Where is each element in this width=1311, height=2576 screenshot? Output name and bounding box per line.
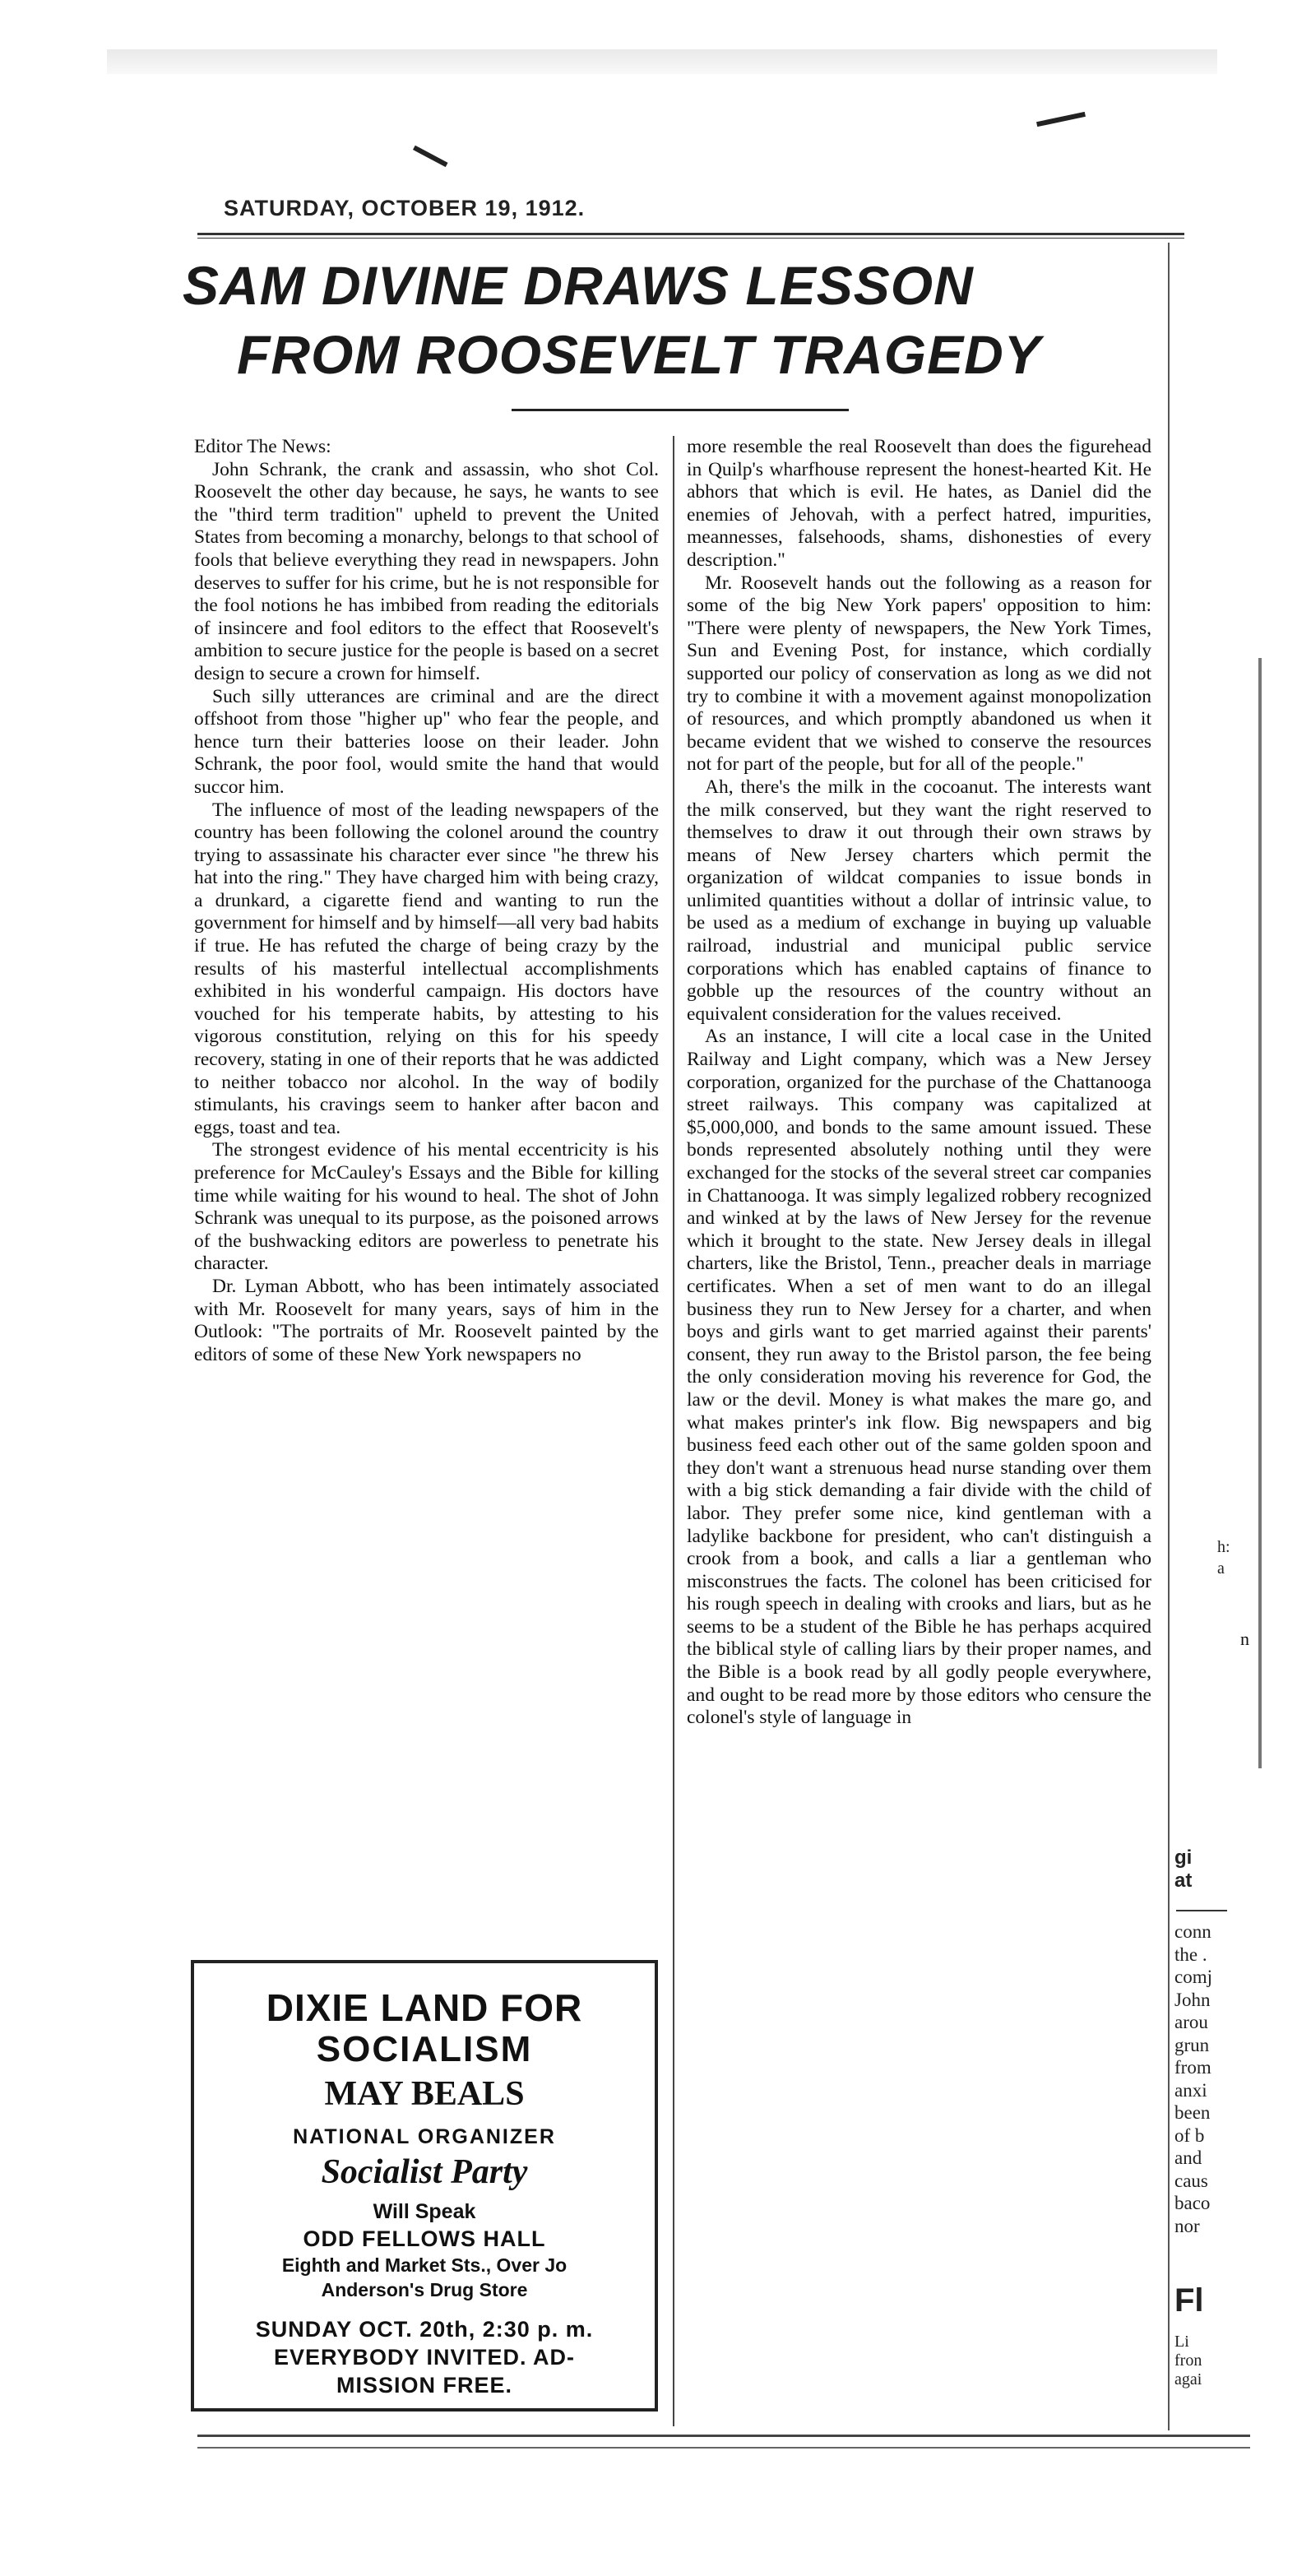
fragment-line: gi (1174, 1846, 1193, 1869)
headline-rule (512, 409, 849, 411)
ad-date: SUNDAY OCT. 20th, 2:30 p. m. (255, 2317, 594, 2342)
paragraph: As an instance, I will cite a local case in the United Railway and Light company, which was a New Jersey corporation, organized for the purchase of the Chattanooga street railways. This company was capitalized at $5,000,000, and bonds to the same amount issued. These bonds represented absolutely nothing until they were exchanged for the stocks of the several street car companies in Chattanooga. It was simply legalized robbery recognized and winked at by the laws of New Jersey for the revenue which it brought to the state. New Jersey deals in illegal charters, like the Bristol, Tenn., preacher deals in marriage certificates. When a set of men want to do an illegal business they run to New Jersey for a charter, and when boys and girls want to get married against their parents' consent, they run away to the Bristol parson, the fee being the only consideration moving his reverence for God, the law or the devil. Money is what makes the mare go, and what makes printer's ink flow. Big newspapers and big business feed each other out of the same golden spoon and they don't want a strenuous head nurse standing over them with a big stick demanding a fair divide with the child of labor. They prefer some nice, kind gentleman with a ladylike backbone for president, who can't distinguish a crook from a book, and calls a liar a gentleman who misconstrues the facts. The colonel has been criticised for his rough speech in dealing with crooks and liars, but as he seems to be a student of the Bible he has perhaps acquired the biblical style of calling liars by their proper names, and the Bible is a book read by all godly people everywhere, and ought to be read more by those editors who censure the colonel's style of language in (687, 1026, 1151, 1729)
fragment-line: arou (1174, 2012, 1208, 2032)
fragment-line: and (1174, 2147, 1202, 2168)
adjacent-fragment-lower (1174, 2333, 1232, 2389)
fragment-line: John (1174, 1989, 1211, 2010)
ad-will-speak: Will Speak (373, 2200, 476, 2223)
ad-title-2: SOCIALISM (316, 2029, 533, 2069)
socialist-advertisement (191, 1960, 658, 2412)
column-divider (673, 436, 674, 1966)
article-column-1 (194, 436, 659, 1366)
bottom-rule (197, 2447, 1250, 2449)
fragment-line: conn (1174, 1921, 1211, 1942)
fragment-line: Li (1174, 2333, 1189, 2351)
paragraph: The influence of most of the leading newspapers of the country has been following the colonel around the country trying to assassinate his character ever since "he threw his hat into the ring." They have charged him with being crazy, a drunkard, a cigarette fiend and wanting to run the government for himself and by himself—all very bad habits if true. He has refuted the charge of being crazy by the results of his masterful intellectual accomplishments exhibited in his wonderful campaign. His doctors have vouched for his temperate habits, by attesting to his vigorous constitution, relying on this for his speedy recovery, stating in one of their reports that he was addicted to neither tobacco nor alcohol. In the way of bodily stimulants, his cravings seem to hanker after bacon and eggs, toast and tea. (194, 799, 659, 1138)
ad-role: NATIONAL ORGANIZER (293, 2125, 556, 2148)
fragment-line: h: (1217, 1538, 1230, 1556)
paragraph: Ah, there's the milk in the cocoanut. The interests want the milk conserved, but they want the right reserved to themselves to draw it out through their own straws by means of New Jersey charters which permit the organization of wildcat companies to issue bonds in unlimited quantities without a dollar of intrinsic value, to be used as a medium of exchange in buying up valuable railroad, industrial and municipal public service corporations which has enabled captains of finance to gobble up the resources of the country without an equivalent consideration for the values received. (687, 776, 1151, 1025)
adjacent-fragment-middle (1217, 1536, 1250, 1579)
ad-invite-2: MISSION FREE. (336, 2373, 513, 2398)
column-divider (673, 1966, 674, 2426)
top-rule (197, 233, 1184, 239)
fragment-line: comj (1174, 1967, 1212, 1987)
paragraph: Such silly utterances are criminal and are the direct offshoot from those "higher up" who fear the people, and hence turn their batteries loose on their leader. John Schrank, the poor fool, would smite the hand that would succor him. (194, 685, 659, 798)
adjacent-fragment-heading: Fl (1174, 2282, 1204, 2319)
paragraph: John Schrank, the crank and assassin, who shot Col. Roosevelt the other day because, he says, he wants to see the "third term tradition" upheld to prevent the United States from becoming a monarchy, belongs to that school of fools that believe everything they read in newspapers. John deserves to suffer for his crime, but he is not responsible for the fool notions he has imbibed from reading the editorials of insincere and fool editors to the effect that Roosevelt's ambition to secure justice for the people is based on a secret design to secure a crown for himself. (194, 458, 659, 684)
fragment-line: anxi (1174, 2079, 1207, 2101)
ad-address-1: Eighth and Market Sts., Over Jo (281, 2254, 567, 2276)
right-column-rule (1168, 243, 1170, 2430)
ink-mark (1036, 112, 1086, 127)
headline (183, 251, 1170, 389)
paragraph: Dr. Lyman Abbott, who has been intimately associated with Mr. Roosevelt for many years, says of him in the Outlook: "The portraits of Mr. Roosevelt painted by the editors of some of these New York newspapers no (194, 1275, 659, 1365)
ad-address-2: Anderson's Drug Store (321, 2279, 528, 2300)
fragment-line: the . (1174, 1944, 1207, 1965)
ad-invite-1: EVERYBODY INVITED. AD- (273, 2345, 576, 2370)
fragment-line: been (1174, 2102, 1211, 2123)
fragment-line: baco (1174, 2193, 1211, 2213)
ad-party: Socialist Party (321, 2153, 528, 2191)
adjacent-fragment-n: n (1240, 1629, 1249, 1649)
bottom-rule (197, 2435, 1250, 2437)
article-column-2 (687, 436, 1151, 1730)
scan-edge (107, 49, 1217, 74)
fragment-line: at (1174, 1869, 1193, 1892)
headline-line-2: FROM ROOSEVELT TRAGEDY (237, 324, 1041, 385)
headline-line-1: SAM DIVINE DRAWS LESSON (183, 255, 974, 316)
fragment-line: fron (1174, 2351, 1202, 2370)
ink-mark (413, 132, 455, 167)
fragment-line: agai (1174, 2370, 1202, 2388)
ad-venue: ODD FELLOWS HALL (303, 2226, 546, 2251)
fragment-line: a (1217, 1559, 1225, 1578)
fragment-line: nor (1174, 2215, 1200, 2236)
adjacent-rule (1176, 1910, 1227, 1911)
fragment-line: grun (1174, 2034, 1210, 2055)
dateline: SATURDAY, OCTOBER 19, 1912. (224, 196, 586, 220)
salutation: Editor The News: (194, 436, 331, 457)
fragment-line: caus (1174, 2170, 1208, 2191)
ad-speaker: MAY BEALS (324, 2075, 525, 2113)
adjacent-fragment-column (1174, 1920, 1232, 2237)
fragment-line: of b (1174, 2124, 1205, 2146)
paragraph: more resemble the real Roosevelt than does the figurehead in Quilp's wharfhouse represent the honest-hearted Kit. He abhors that which is evil. He hates, as Daniel did the enemies of Jehovah, with a perfect hatred, impurities, meannesses, falsehoods, shams, dishonesties of every description." (687, 436, 1151, 571)
adjacent-fragment-top (1174, 1846, 1232, 1893)
ad-title-1: DIXIE LAND FOR (266, 1986, 583, 2029)
adjacent-column-edge (1258, 658, 1262, 1768)
paragraph: Mr. Roosevelt hands out the following as a reason for some of the big New York papers' opposition to him: "There were plenty of newspapers, the New York Times, Sun and Evening Post, for instance, which cordially supported our policy of conservation as long as we did not try to combine it with a movement against monopolization of resources, and which promptly abandoned us when it became evident that we wished to conserve the resources not for part of the people, but for all of the people." (687, 572, 1151, 776)
paragraph: The strongest evidence of his mental eccentricity is his preference for McCauley's Essays and the Bible for killing time while waiting for his wound to heal. The shot of John Schrank was unequal to its purpose, as the poisoned arrows of the bushwacking editors are powerless to penetrate his character. (194, 1139, 659, 1275)
fragment-line: from (1174, 2057, 1211, 2078)
